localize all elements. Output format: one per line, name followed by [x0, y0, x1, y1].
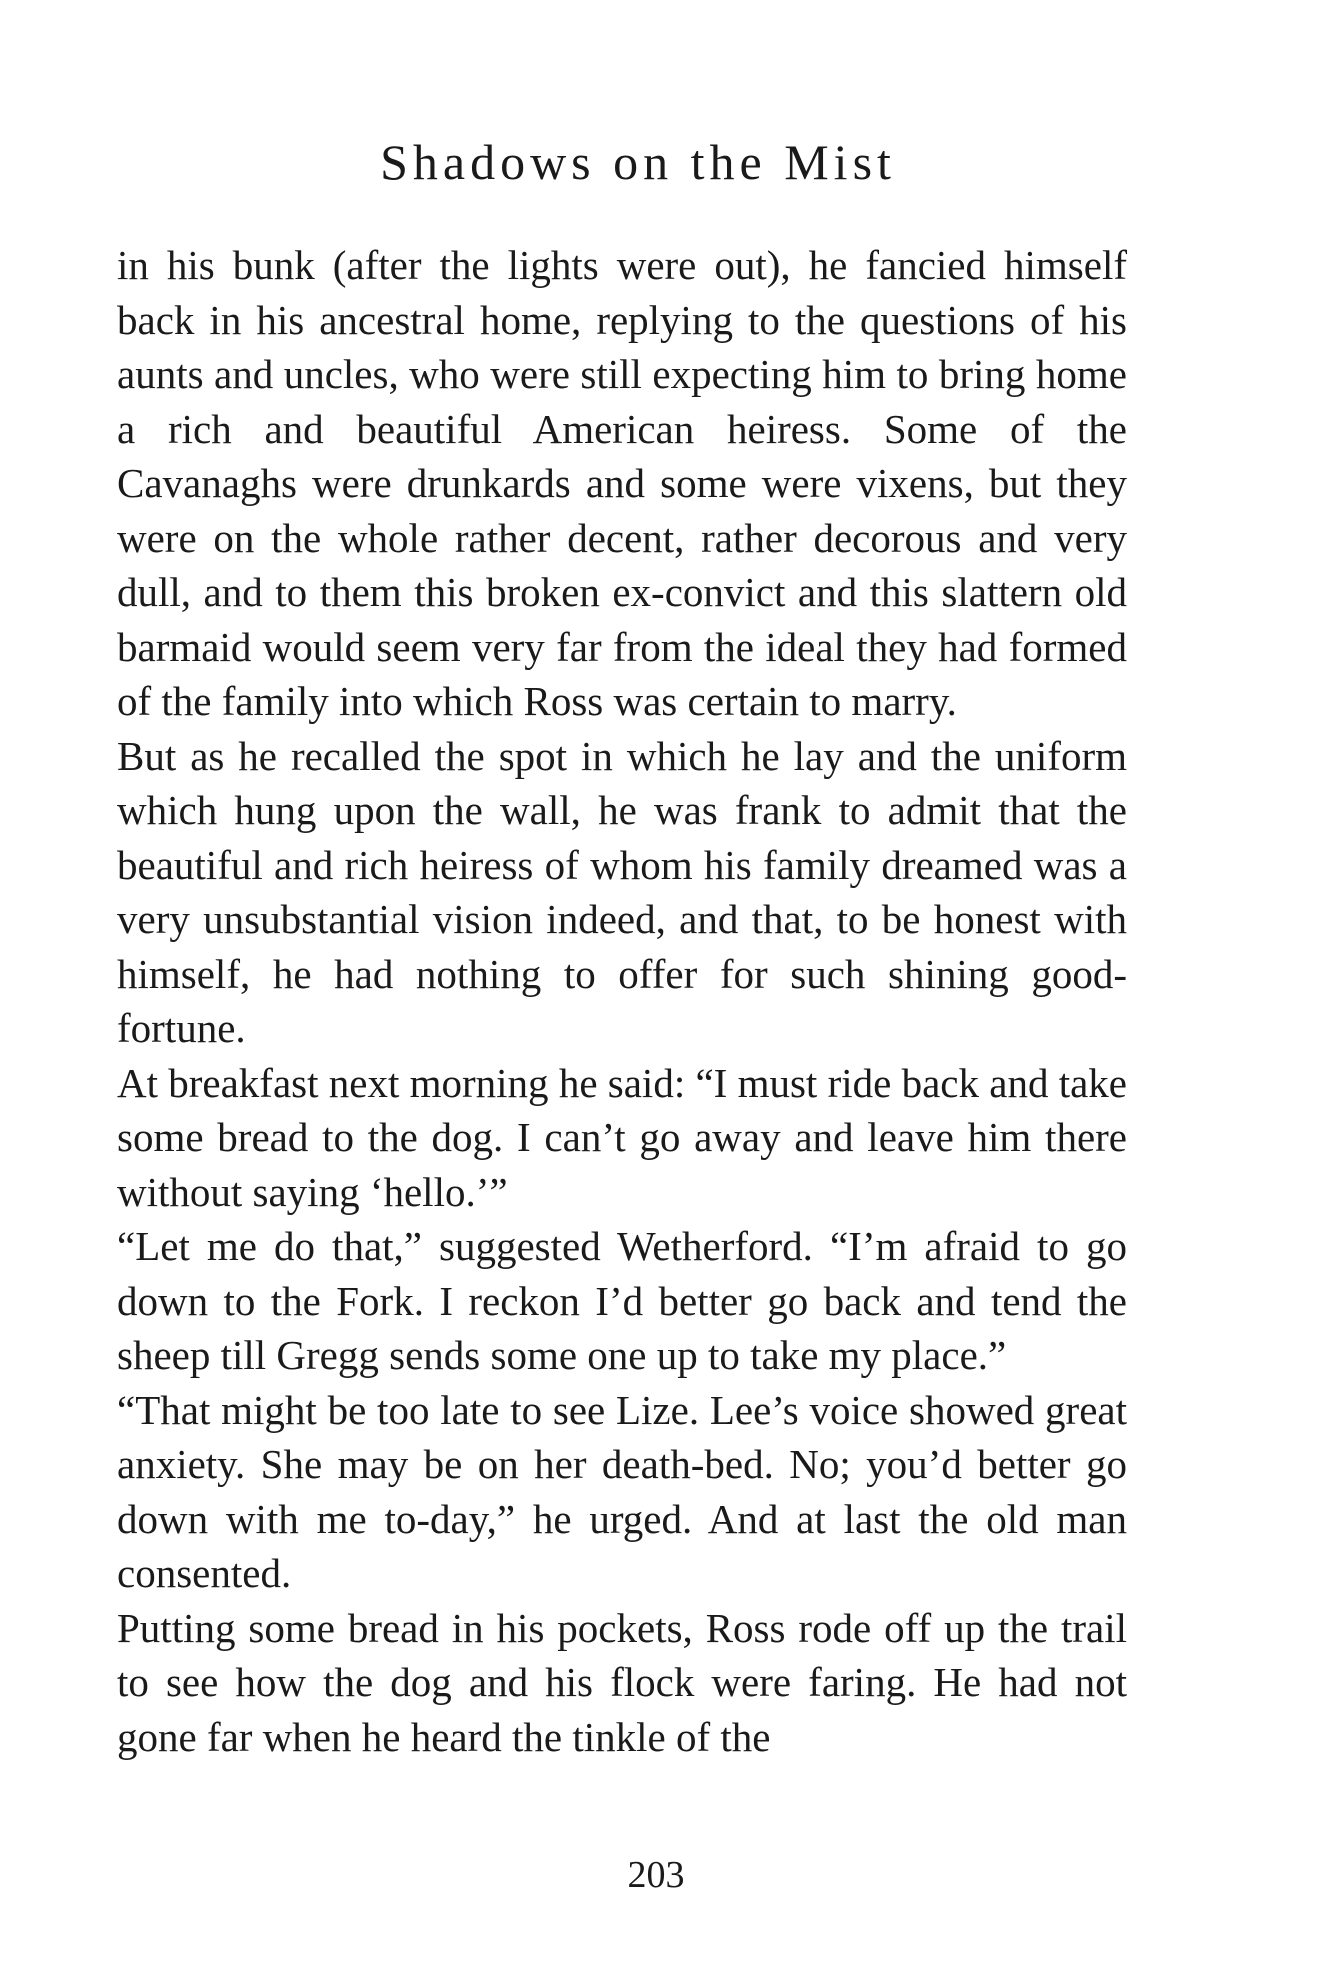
paragraph-2: But as he recalled the spot in which he lay and the uniform which hung upon the wall, he was frank to admit that the beautiful and rich heiress of whom his family dreamed was a very unsubstantial vision indeed, and that, to be honest with himself, he had nothing to offer for such shining good-fortune.: [117, 732, 1127, 1051]
paragraph-3: At breakfast next morning he said: “I must ride back and take some bread to the dog. I can’t go away and leave him there without saying ‘hello.’”: [117, 1059, 1127, 1215]
running-head-title: Shadows on the Mist: [380, 134, 896, 190]
paragraph-1: in his bunk (after the lights were out), he fancied himself back in his ancestral home, replying to the questions of his aunts and uncles, who were still expecting him to bring home a rich and beautiful American heiress. Some of the Cavanaghs were drunkards and some were vixens, but they were on the whole rather decent, rather decorous and very dull, and to them this broken ex-convict and this slattern old barmaid would seem very far from the ideal they had formed of the family into which Ross was certain to marry.: [117, 242, 1127, 724]
paragraph-6: Putting some bread in his pockets, Ross rode off up the trail to see how the dog and his flock were faring. He had not gone far when he heard the tinkle of the: [117, 1604, 1127, 1760]
page-number: 203: [627, 1854, 685, 1896]
paragraph-4: “Let me do that,” suggested Wetherford. “I’m afraid to go down to the Fork. I reckon I’d better go back and tend the sheep till Gregg sends some one up to take my place.”: [117, 1223, 1127, 1378]
body-text: [117, 238, 1127, 1764]
paragraph-5: “That might be too late to see Lize. Lee’s voice showed great anxiety. She may be on her death-bed. No; you’d better go down with me to-day,” he urged. And at last the old man consented.: [117, 1386, 1127, 1596]
